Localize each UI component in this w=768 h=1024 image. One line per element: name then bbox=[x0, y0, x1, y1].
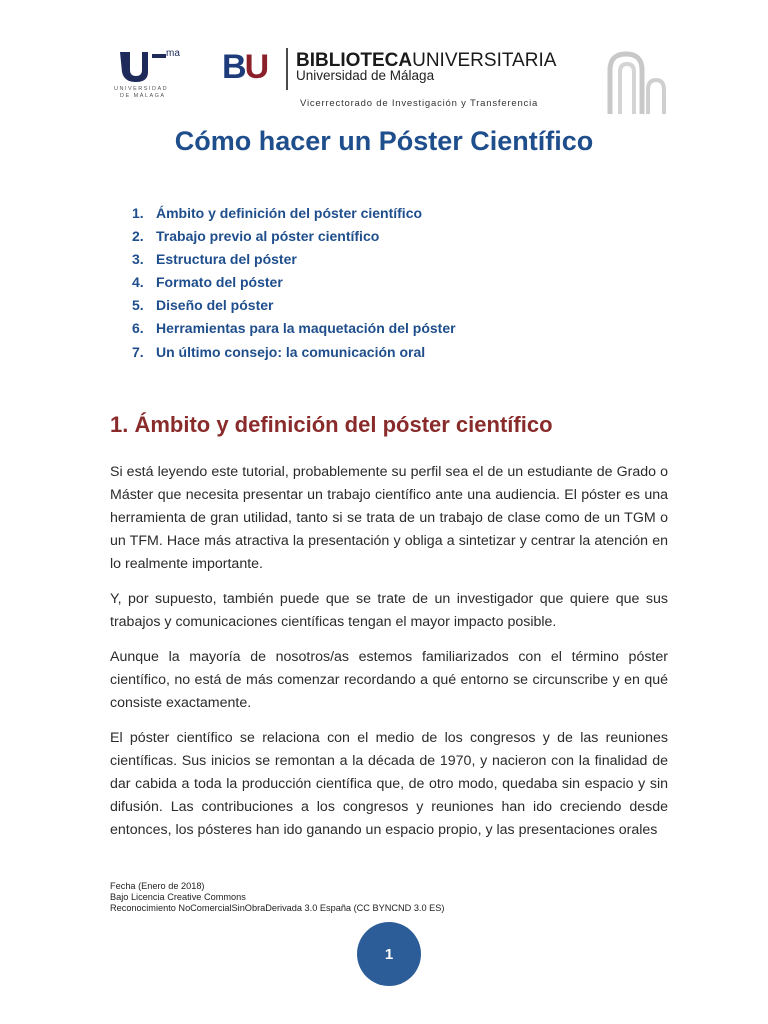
footer bbox=[110, 881, 444, 914]
paragraph: Y, por supuesto, también puede que se trate de un investigador que quiere que sus trabajos y comunicaciones científicas tengan el mayor impacto posible. bbox=[110, 591, 668, 630]
toc-item[interactable]: 1. Ámbito y definición del póster científico bbox=[132, 205, 423, 221]
paragraph: Aunque la mayoría de nosotros/as estemos familiarizados con el término póster científico, no está de más comenzar recordando a qué entorno se circunscribe y en qué consiste exactamente. bbox=[110, 649, 668, 711]
footer-license: Bajo Licencia Creative Commons bbox=[110, 892, 246, 902]
uma-logo bbox=[112, 44, 182, 106]
uma-university-name: UNIVERSIDAD DE MÁLAGA bbox=[114, 86, 169, 99]
table-of-contents bbox=[132, 203, 456, 365]
bu-subtitle: Universidad de Málaga bbox=[296, 68, 435, 83]
paperclip-logo bbox=[600, 50, 668, 116]
toc-item[interactable]: 5. Diseño del póster bbox=[132, 297, 274, 314]
bu-title: BIBLIOTECAUNIVERSITARIA bbox=[296, 50, 557, 71]
vicerrectorado-label: Vicerrectorado de Investigación y Transferencia bbox=[300, 98, 539, 109]
document-title: Cómo hacer un Póster Científico bbox=[174, 126, 594, 156]
footer-license-detail: Reconocimiento NoComercialSinObraDerivada 3.0 España (CC BYNCND 3.0 ES) bbox=[110, 903, 445, 913]
uma-emblem-icon bbox=[116, 46, 166, 86]
toc-item[interactable]: 7. Un último consejo: la comunicación oral bbox=[132, 343, 426, 360]
paperclip-icon bbox=[600, 50, 668, 116]
section-heading: 1. Ámbito y definición del póster científico bbox=[110, 412, 553, 437]
footer-date: Fecha (Enero de 2018) bbox=[110, 881, 205, 891]
toc-item[interactable]: 2. Trabajo previo al póster científico bbox=[132, 228, 380, 245]
bu-mark: BU bbox=[222, 48, 268, 86]
toc-item[interactable]: 4. Formato del póster bbox=[132, 274, 283, 291]
bu-divider bbox=[286, 48, 288, 90]
toc-item[interactable]: 6. Herramientas para la maquetación del póster bbox=[132, 320, 456, 337]
uma-superscript: ma bbox=[166, 48, 180, 59]
toc-item[interactable]: 3. Estructura del póster bbox=[132, 251, 297, 268]
page-number-badge: 1 bbox=[357, 922, 421, 986]
body-text bbox=[110, 461, 668, 854]
paragraph: El póster científico se relaciona con el medio de los congresos y de las reuniones científicas. Sus inicios se remontan a la década de 1970, y nacieron con la finalidad de dar cabida a toda la producción científica que, de otro modo, quedaba sin espacio y sin difusión. Las contribuciones a los congresos y reuniones han ido creciendo desde entonces, los pósteres han ido ganando un espacio propio, y las presentaciones orales bbox=[110, 730, 668, 838]
paragraph: Si está leyendo este tutorial, probablemente su perfil sea el de un estudiante de Grado o Máster que necesita presentar un trabajo científico ante una audiencia. El póster es una herramienta de gran utilidad, tanto si se trata de un trabajo de clase como de un TGM o un TFM. Hace más atractiva la presentación y obliga a sintetizar y centrar la atención en lo realmente importante. bbox=[110, 464, 668, 572]
